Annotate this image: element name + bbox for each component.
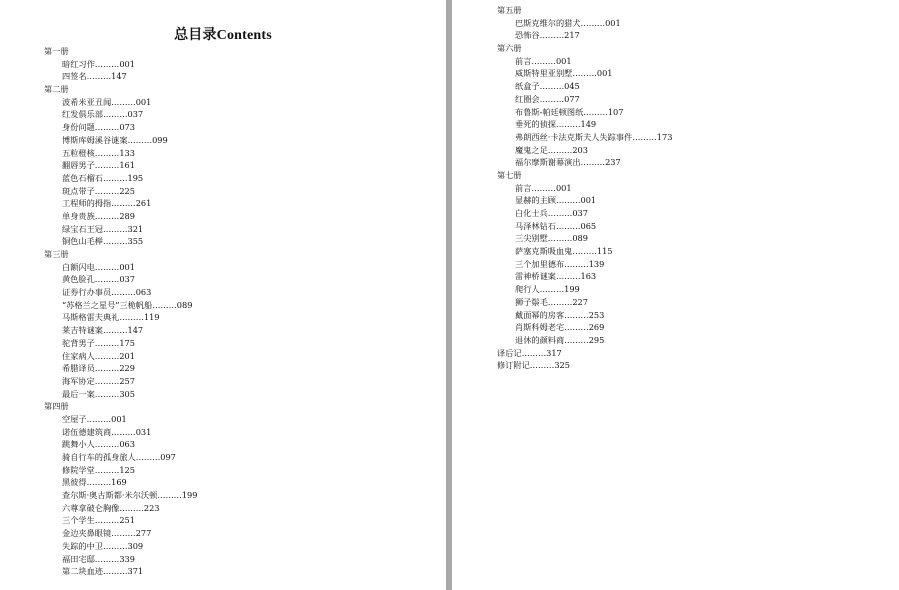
toc-entry: 斑点带子………225	[62, 185, 135, 196]
toc-entry: 五粒橙核………133	[62, 147, 135, 158]
toc-entry: 戴面幂的房客………253	[515, 309, 605, 320]
toc-entry: 证券行办事员………063	[62, 287, 152, 298]
toc-entry: 前言………001	[515, 55, 572, 66]
toc-entry: 查尔斯·奥古斯都·米尔沃顿………199	[62, 490, 198, 501]
toc-entry: 福田宅邸………339	[62, 553, 135, 564]
toc-entry: 狮子鬃毛………227	[515, 296, 588, 307]
toc-entry: 萨塞克斯吸血鬼………115	[515, 246, 613, 257]
toc-entry: 肖斯科姆老宅………269	[515, 322, 605, 333]
toc-entry: 暗红习作………001	[62, 58, 135, 69]
toc-entry: 六尊拿破仑胸像………223	[62, 502, 160, 513]
toc-entry: 巴斯克维尔的猎犬………001	[515, 17, 621, 28]
toc-entry: 第二块血迹………371	[62, 566, 144, 577]
toc-entry: 海军协定………257	[62, 375, 135, 386]
toc-entry: 黄色脸孔………037	[62, 274, 135, 285]
toc-entry: 莱吉特谜案………147	[62, 325, 144, 336]
toc-entry: 白化士兵………037	[515, 208, 588, 218]
toc-entry: 三个学生………251	[62, 515, 135, 526]
toc-entry: 修院学堂………125	[62, 464, 135, 475]
volume-heading: 第六册	[497, 43, 522, 54]
toc-entry: 博斯库姆溪谷谜案………099	[62, 134, 168, 145]
toc-entry: 希腊译员………229	[62, 363, 135, 374]
toc-entry: 马斯格雷夫典礼………119	[62, 312, 160, 323]
toc-entry: 波希米亚丑闻………001	[62, 96, 152, 107]
toc-entry: 威斯特里亚别墅………001	[515, 68, 613, 79]
volume-heading: 第二册	[44, 84, 69, 95]
toc-entry: 工程师的拇指………261	[62, 198, 152, 209]
toc-right-list	[497, 4, 672, 372]
toc-entry: 金边夹鼻眼镜………277	[62, 528, 152, 539]
toc-entry: 空屋子………001	[62, 413, 127, 424]
volume-heading: 第七册	[497, 169, 522, 180]
volume-heading: 第四册	[44, 401, 69, 412]
toc-entry: 退休的颜料商………295	[515, 334, 605, 345]
toc-entry: 爬行人………199	[515, 284, 580, 295]
toc-entry: 布鲁斯-帕廷顿图纸………107	[515, 106, 624, 117]
volume-heading: 第三册	[44, 249, 69, 259]
right-page	[452, 0, 899, 590]
toc-entry: 修订附记………325	[497, 360, 570, 371]
toc-entry: 骑自行车的孤身旅人………097	[62, 452, 176, 462]
toc-entry: 白额闪电………001	[62, 261, 135, 272]
toc-entry: 身份问题………073	[62, 122, 135, 133]
toc-entry: 马泽林钻石………065	[515, 220, 597, 231]
toc-entry: 显赫的主顾………001	[515, 195, 597, 206]
toc-entry: 前言………001	[515, 182, 572, 193]
toc-entry: 垂死的侦探………149	[515, 119, 597, 130]
toc-entry: 黑彼得………169	[62, 477, 127, 488]
toc-entry: 三个加里德布………139	[515, 258, 605, 269]
toc-entry: 蓝色石榴石………195	[62, 172, 144, 183]
toc-entry: 弗朗西丝·卡法克斯夫人失踪事件………173	[515, 131, 673, 142]
volume-heading: 第五册	[497, 5, 522, 15]
toc-entry: 绿宝石王冠………321	[62, 223, 144, 234]
page-title: 总目录Contents	[174, 28, 272, 43]
toc-entry: 铜色山毛榉………355	[62, 236, 144, 247]
toc-entry: 译后记………317	[497, 347, 562, 358]
toc-entry: 住家病人………201	[62, 350, 135, 361]
toc-entry: 红发俱乐部………037	[62, 109, 144, 120]
toc-entry: 最后一案………305	[62, 388, 135, 399]
toc-entry: 四签名………147	[62, 71, 127, 82]
toc-entry: 福尔摩斯谢幕演出………237	[515, 157, 621, 168]
left-page	[0, 0, 446, 590]
toc-entry: 跳舞小人………063	[62, 439, 135, 450]
toc-entry: 三尖别墅………089	[515, 233, 588, 244]
toc-entry: 驼背男子………175	[62, 337, 135, 348]
toc-entry: 翻唇男子………161	[62, 160, 135, 171]
toc-entry: 诺伍德建筑商………031	[62, 426, 152, 437]
toc-entry: “苏格兰之星号”三桅帆船………089	[62, 299, 193, 310]
toc-entry: 纸盒子………045	[515, 81, 580, 92]
toc-entry: 失踪的中卫………309	[62, 540, 144, 551]
toc-entry: 恐怖谷………217	[515, 30, 580, 41]
toc-entry: 红圈会………077	[515, 93, 580, 104]
toc-entry: 魔鬼之足………203	[515, 144, 588, 155]
toc-entry: 单身贵族………289	[62, 210, 135, 221]
volume-heading: 第一册	[44, 46, 69, 56]
toc-left-list	[44, 45, 197, 578]
toc-entry: 雷神桥谜案………163	[515, 271, 597, 282]
